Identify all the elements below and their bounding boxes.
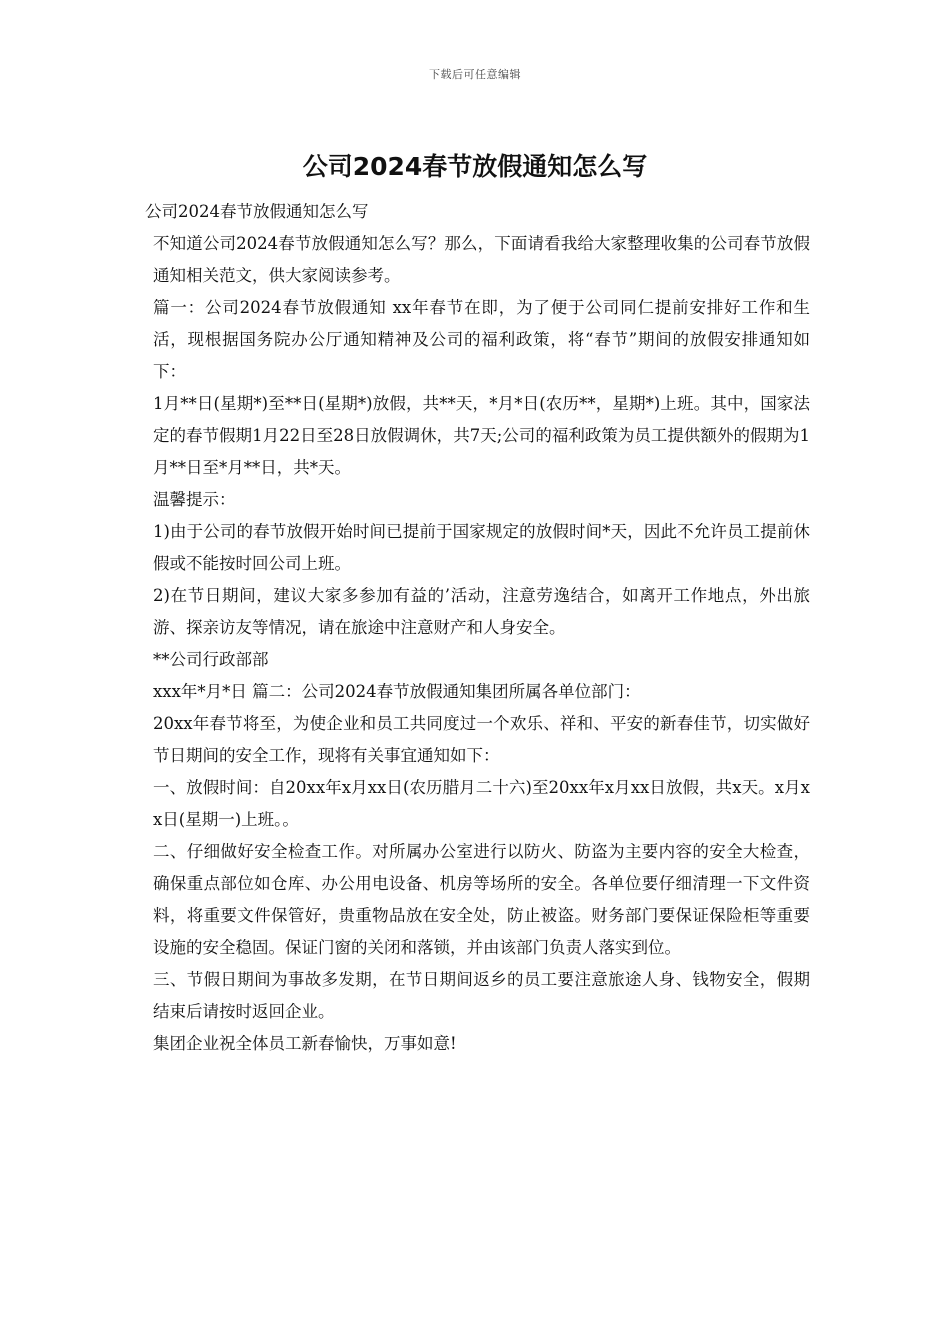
paragraph-part-two-intro: 20xx年春节将至，为使企业和员工共同度过一个欢乐、祥和、平安的新春佳节，切实做好节日期间的安全工作，现将有关事宜通知如下： [153, 714, 810, 765]
paragraph-item-3: 三、节假日期间为事故多发期，在节日期间返乡的员工要注意旅途人身、钱物安全，假期结束后请按时返回企业。 [153, 970, 810, 1021]
paragraph-tips-heading: 温馨提示： [153, 490, 236, 509]
paragraph-signature: **公司行政部部 [153, 650, 269, 669]
document-body [145, 196, 810, 1060]
header-note: 下载后可任意编辑 [429, 68, 521, 81]
paragraph-part-two: xxx年*月*日 篇二：公司2024春节放假通知集团所属各单位部门： [153, 682, 641, 701]
paragraph-intro: 不知道公司2024春节放假通知怎么写？那么，下面请看我给大家整理收集的公司春节放假通知相关范文，供大家阅读参考。 [153, 234, 810, 285]
paragraph-tip-2: 2)在节日期间，建议大家多参加有益的’活动，注意劳逸结合，如离开工作地点，外出旅游、探亲访友等情况，请在旅途中注意财产和人身安全。 [153, 586, 810, 637]
paragraph-subtitle: 公司2024春节放假通知怎么写 [145, 202, 369, 221]
paragraph-part-one: 篇一：公司2024春节放假通知 xx年春节在即，为了便于公司同仁提前安排好工作和生活，现根据国务院办公厅通知精神及公司的福利政策，将“春节”期间的放假安排通知如下： [153, 298, 810, 381]
paragraph-item-2: 二、仔细做好安全检查工作。对所属办公室进行以防火、防盗为主要内容的安全大检查，确保重点部位如仓库、办公用电设备、机房等场所的安全。各单位要仔细清理一下文件资料，将重要文件保管好，贵重物品放在安全处，防止被盗。财务部门要保证保险柜等重要设施的安全稳固。保证门窗的关闭和落锁，并由该部门负责人落实到位。 [153, 842, 810, 957]
paragraph-closing: 集团企业祝全体员工新春愉快，万事如意! [153, 1034, 457, 1053]
paragraph-tip-1: 1)由于公司的春节放假开始时间已提前于国家规定的放假时间*天，因此不允许员工提前休假或不能按时回公司上班。 [153, 522, 810, 573]
page-title: 公司2024春节放假通知怎么写 [302, 152, 648, 181]
paragraph-item-1: 一、放假时间：自20xx年x月xx日(农历腊月二十六)至20xx年x月xx日放假，共x天。x月xx日(星期一)上班。。 [153, 778, 810, 829]
paragraph-holiday-dates: 1月**日(星期*)至**日(星期*)放假，共**天，*月*日(农历**，星期*)上班。其中，国家法定的春节假期1月22日至28日放假调休，共7天;公司的福利政策为员工提供额外的假期为1月**日至*月**日，共*天。 [153, 394, 810, 477]
